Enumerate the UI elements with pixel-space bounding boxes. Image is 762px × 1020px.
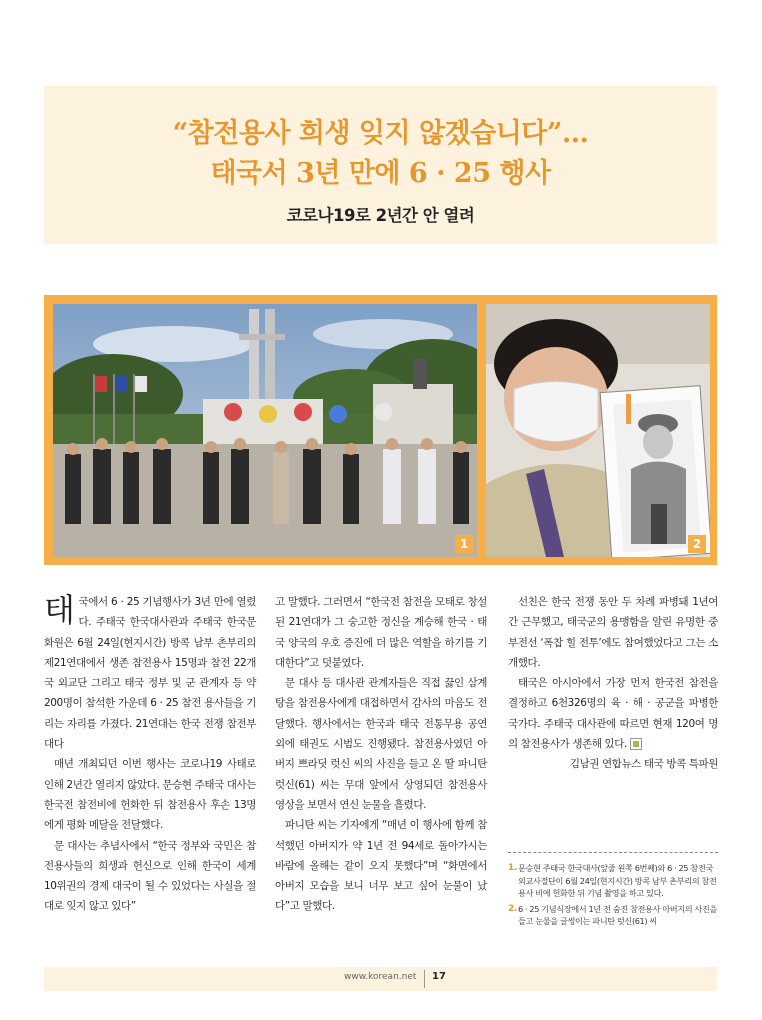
article-paragraph: 매년 개최되던 이번 행사는 코로나19 사태로 인해 2년간 열리지 않았다. 문승현 주태국 대사는 한국전 참전비에 헌화한 뒤 참전용사 후손 13명에게 평화 메달을 전달했다. [44, 758, 256, 832]
caption-divider [508, 852, 718, 853]
article-paragraph: 문 대사는 추념사에서 “한국 정부와 국민은 참전용사들의 희생과 헌신으로 인해 한국이 세계 10위권의 경제 대국이 될 수 있었다는 사실을 절대로 잊지 않고 있다” [44, 839, 256, 913]
byline: 김남권 연합뉴스 태국 방콕 특파원 [569, 758, 718, 771]
article-end-icon [630, 738, 642, 750]
article-paragraph: 파니탄 씨는 기자에게 “매년 이 행사에 함께 참석했던 아버지가 약 1년 전 94세로 돌아가시는 바람에 올해는 같이 오지 못했다”며 “화면에서 아버지 모습을 보니 너무 보고 싶어 눈물이 났다”고 말했다. [275, 819, 487, 913]
caption-number: 2. [508, 903, 517, 914]
caption-item [508, 862, 718, 900]
article-paragraph: 고 말했다. 그러면서 “한국전 참전을 모태로 창설된 21연대가 그 숭고한 정신을 계승해 한국 · 태국 양국의 우호 증진에 더 많은 역할을 하기를 기대한다”고 덧붙였다. [275, 596, 487, 669]
headline [44, 86, 717, 194]
headline-line-1: “참전용사 희생 잊지 않겠습니다”… [172, 118, 589, 149]
paragraph-text: 태국은 아시아에서 가장 먼저 한국전 참전을 결정하고 6천326명의 육 · 해 · 공군을 파병한 국가다. 주태국 대사관에 따르면 현재 120여 명의 참전용사가 생존해 있다. [508, 677, 718, 751]
caption-item [508, 903, 718, 928]
drop-cap: 태 [44, 591, 75, 629]
subheadline: 코로나19로 2년간 안 열려 [286, 206, 475, 225]
footer-url: www.korean.net [344, 972, 417, 982]
article-paragraph: 문 대사 등 대사관 관계자들은 직접 끓인 삼계탕을 참전용사에게 대접하면서 감사의 마음도 전달했다. 행사에서는 한국과 태국 전통무용 공연 외에 태권도 시범도 진행됐다. 참전용사였던 아버지 쁘라딧 럿신 씨의 사진을 들고 온 딸 파니탄 럿신(61) 씨는 무대 앞에서 상영되던 참전용사 영상을 보면서 연신 눈물을 흘렸다. [275, 677, 487, 811]
footer-bar [44, 967, 717, 991]
paragraph-text: 국에서 6 · 25 기념행사가 3년 만에 열렸다. 주태국 한국대사관과 주태국 한국문화원은 6월 24일(현지시간) 방콕 남부 촌부리의 제21연대에서 생존 참전용사 15명과 참전 22개국 외교단 그리고 태국 정부 및 군 관계자 등 약 200명이 참석한 가운데 6 · 25 참전 용사들을 기리는 자리를 가졌다. 21연대는 한국 전쟁 참전부대다 [44, 596, 256, 751]
caption-number: 1. [508, 863, 517, 873]
ceremony-photo-illustration [53, 304, 477, 557]
article-paragraph [508, 673, 718, 754]
footer-separator [424, 970, 425, 988]
caption-text: 문승현 주태국 한국대사(앞줄 왼쪽 6번째)와 6 · 25 참전국 외교사절단이 6월 24일(현지시간) 방콕 남부 촌부리의 참전용사 비에 헌화한 뒤 기념 촬영을 하고 있다. [518, 863, 717, 898]
daughter-photo [486, 304, 710, 557]
article-column-2 [275, 592, 487, 917]
article-column-3 [508, 592, 718, 775]
photo-frame [44, 295, 717, 565]
header-box [44, 86, 717, 244]
article-column-1 [44, 592, 256, 917]
photo-number-badge: 1 [455, 535, 473, 553]
photo-captions [508, 862, 718, 931]
daughter-photo-illustration [486, 304, 710, 557]
photo-number-badge: 2 [688, 535, 706, 553]
page-number: 17 [432, 971, 446, 982]
caption-text: 6 · 25 기념식장에서 1년 전 숨진 참전용사 아버지의 사진을 들고 눈물을 글썽이는 파니탄 럿신(61) 씨 [518, 903, 717, 926]
ceremony-photo [53, 304, 477, 557]
headline-line-2: 태국서 3년 만에 6 · 25 행사 [210, 158, 551, 189]
article-paragraph [44, 592, 256, 754]
article-paragraph: 선친은 한국 전쟁 동안 두 차례 파병돼 1년여간 근무했고, 태국군의 용맹함을 알린 유명한 중부전선 ‘폭찹 힐 전투’에도 참여했었다고 그는 소개했다. [508, 596, 718, 669]
